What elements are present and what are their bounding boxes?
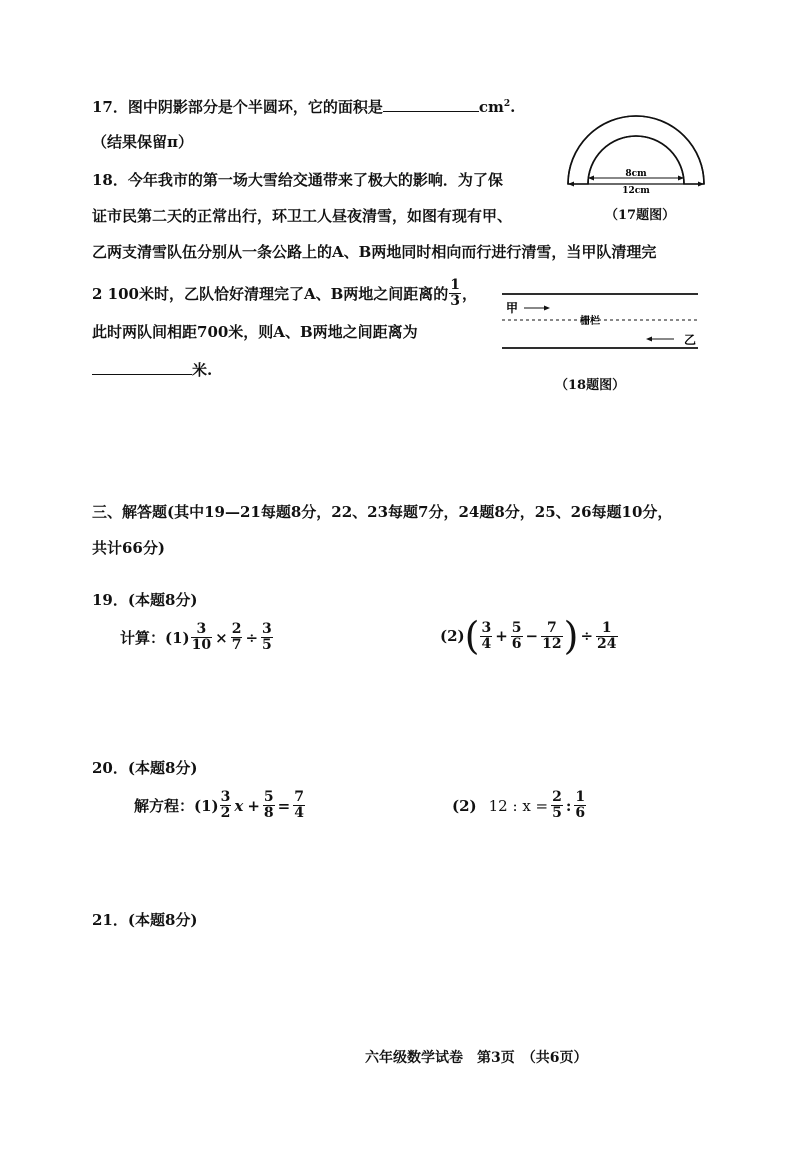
q17-text: 图中阴影部分是个半圆环，它的面积是: [127, 98, 383, 116]
fraction: $\frac{3}{10}$: [191, 621, 212, 653]
q17-unit-exp: 2: [503, 99, 511, 109]
operator: ÷: [580, 627, 594, 645]
q20-prefix: 解方程：(1): [134, 796, 219, 815]
fraction: $\frac{2}{5}$: [552, 789, 562, 821]
q19-part1: [120, 622, 274, 653]
q19-part2: [440, 616, 619, 656]
fraction: $\frac{7}{4}$: [294, 789, 304, 821]
one-third-fraction: $\frac{1}{3}$: [450, 277, 461, 309]
q17-end: .: [510, 98, 516, 116]
q18-line6-end: 米.: [192, 361, 213, 379]
q18-line4: [92, 278, 477, 309]
operator: ÷: [245, 628, 259, 647]
q20-part2: [452, 790, 587, 821]
q19-prefix: 计算：(1): [120, 628, 190, 647]
operator: +: [495, 627, 508, 645]
section3-heading-line1: 三、解答题(其中19—21每题8分，22、23每题7分，24题8分，25、26每题10分，: [92, 503, 673, 521]
outer-diameter-label: 12cm: [622, 186, 650, 196]
q17-note: （结果保留π）: [92, 133, 193, 151]
q17-answer-blank[interactable]: [383, 95, 479, 112]
q17-figure-caption: （17题图）: [605, 208, 676, 223]
q18-figure-caption: （18题图）: [555, 378, 626, 393]
q21-header: 21．(本题8分): [92, 911, 198, 929]
q18-line2: 证市民第二天的正常出行，环卫工人昼夜清雪，如图有现有甲、: [92, 207, 513, 225]
inner-diameter-label: 8cm: [625, 169, 647, 179]
page-footer: 六年级数学试卷 第3页 （共6页）: [365, 1050, 588, 1066]
fraction: $\frac{5}{8}$: [263, 789, 274, 821]
fraction: $\frac{5}{6}$: [511, 619, 522, 652]
q17-number: 17．: [92, 98, 128, 116]
q18-line6: [92, 358, 212, 380]
ratio-lead: 12 : x =: [488, 796, 549, 815]
fraction: $\frac{3}{5}$: [262, 621, 272, 653]
q18-answer-blank[interactable]: [92, 358, 192, 375]
fraction: $\frac{7}{12}$: [542, 619, 562, 652]
q20-part1: [134, 790, 306, 821]
fence-label: 栅栏: [580, 316, 600, 327]
fraction: $\frac{3}{4}$: [481, 619, 492, 652]
q17-line: [92, 94, 515, 117]
section3-heading-line2: 共计66分): [92, 539, 165, 557]
right-paren: ): [563, 614, 579, 658]
fraction: $\frac{1}{6}$: [575, 789, 586, 821]
q17-figure: [560, 106, 712, 198]
q19-header: 19．(本题8分): [92, 591, 198, 609]
q18-line4-text: 2 100米时，乙队恰好清理完了A、B两地之间距离的: [92, 284, 449, 303]
q18-line1: 18．今年我市的第一场大雪给交通带来了极大的影响．为了保: [92, 171, 503, 189]
q17-unit: cm: [478, 98, 504, 116]
q19-part2-label: (2): [440, 627, 465, 645]
ratio-colon: :: [565, 796, 572, 815]
equals-sign: =: [277, 796, 291, 815]
q20-header: 20．(本题8分): [92, 759, 198, 777]
operator: ×: [215, 628, 228, 647]
q18-line3: 乙两支清雪队伍分别从一条公路上的A、B两地同时相向而行进行清雪，当甲队清理完: [92, 243, 657, 261]
fraction: $\frac{2}{7}$: [231, 621, 242, 653]
operator: −: [525, 627, 539, 645]
operator: +: [247, 796, 260, 815]
q18-figure: [498, 284, 704, 356]
q18-line5: 此时两队间相距700米，则A、B两地之间距离为: [92, 323, 418, 341]
q18-line4-end: ，: [462, 284, 478, 303]
team-b-label: 乙: [684, 333, 697, 347]
fraction: $\frac{3}{2}$: [220, 789, 231, 821]
variable-x: x: [234, 796, 244, 815]
fraction: $\frac{1}{24}$: [597, 619, 617, 652]
q20-part2-label: (2): [452, 796, 477, 815]
team-a-label: 甲: [506, 301, 519, 315]
left-paren: (: [464, 614, 480, 658]
